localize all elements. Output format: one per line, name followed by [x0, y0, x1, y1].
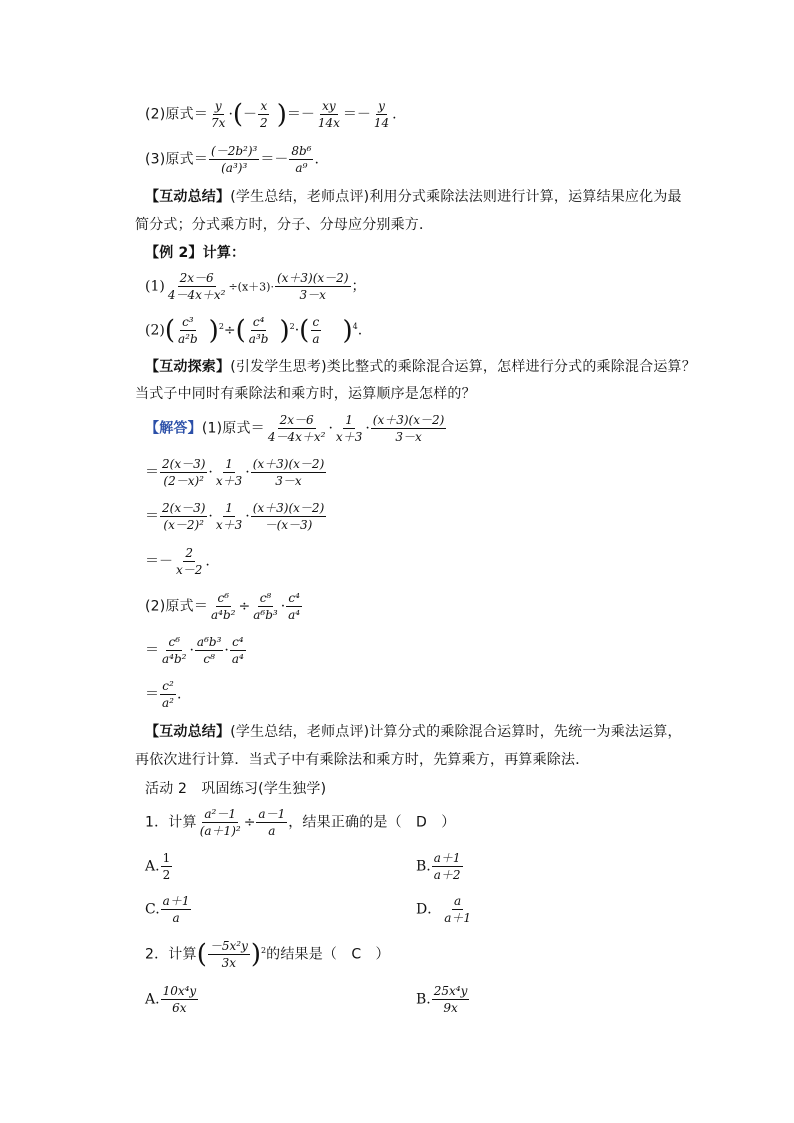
fraction: $\frac{\text{c⁴}}{\text{a⁴}}$ — [288, 591, 301, 622]
equals-minus: ＝－ — [260, 151, 289, 168]
text: (学生总结，老师点评)利用分式乘除法法则进行计算，运算结果应化为最 — [230, 189, 682, 205]
fraction: $\frac{(x+3)(x-2)}{3-x}$ — [276, 271, 349, 302]
fraction: $\frac{2}{x-2}$ — [176, 546, 203, 577]
fraction: $\frac{a}{a+1}$ — [444, 894, 472, 925]
fraction: $\frac{\text{c³}}{\text{a²b}}$ — [178, 315, 198, 346]
fraction: $\frac{\text{a²－1}}{\text{(a＋1)²}}$ — [199, 807, 241, 838]
example-2-part2: (2)( $\frac{\text{c³}}{\text{a²b}}$ )$^2$÷( $\frac{\text{c⁴}}{\text{a³b}}$ )$^2$·( $\frac{c}{a}$ )$^4$. — [145, 315, 363, 346]
explore-tag: 【互动探索】 — [145, 359, 231, 375]
fraction: $\frac{1}{x+3}$ — [215, 457, 243, 488]
fraction: $\frac{\text{－5x²y}}{3x}$ — [209, 939, 248, 970]
label: (2)原式＝ — [145, 598, 209, 615]
fraction: $\frac{\text{c⁴}}{\text{a⁴}}$ — [231, 635, 244, 666]
fraction: $\frac{2x-6}{\text{4－4x＋x²}}$ — [267, 413, 326, 444]
example-2-title — [145, 246, 245, 260]
question-1-option-b — [416, 852, 464, 881]
text: 【例 2】计算： — [145, 245, 246, 261]
fraction: $\frac{(x+3)(x-2)}{-(x-3)}$ — [252, 501, 325, 532]
fraction: $\frac{a-1}{a}$ — [258, 807, 286, 838]
equals-minus: ＝－ — [286, 106, 315, 123]
solution-part2-line: (2)原式＝ $\frac{y}{7x}$ ·(－ $\frac{x}{2}$ )＝－ $\frac{xy}{14x}$ ＝－ $\frac{y}{14}$ . — [145, 99, 397, 130]
fraction: $\frac{1}{x+3}$ — [215, 501, 243, 532]
question-1-option-a — [145, 852, 173, 881]
fraction: $\frac{(x+3)(x-2)}{3-x}$ — [252, 457, 325, 488]
equals: ＝ — [145, 642, 159, 659]
fraction: $\frac{\text{10x⁴y}}{6x}$ — [162, 984, 197, 1015]
option-label: A. — [145, 991, 160, 1008]
fraction: $\frac{2(x-3)}{\text{(2－x)²}}$ — [162, 457, 206, 488]
example-2-part1 — [145, 272, 366, 301]
option-label: D． — [416, 901, 442, 918]
question-2: 2．计算( $\frac{\text{－5x²y}}{3x}$ )$^2$的结果是（ C ） — [145, 939, 390, 970]
question-1: 1．计算 $\frac{\text{a²－1}}{\text{(a＋1)²}}$ ÷ $\frac{a-1}{a}$ ，结果正确的是（ D ） — [145, 807, 456, 838]
fraction: $\frac{\text{8b⁶}}{\text{a⁹}}$ — [291, 144, 312, 175]
explore-paragraph — [145, 360, 696, 374]
fraction: $\frac{a+1}{a}$ — [162, 894, 190, 925]
text: (引发学生思考)类比整式的乘除混合运算，怎样进行分式的乘除混合运算？ — [230, 359, 696, 375]
fraction: $\frac{\text{25x⁴y}}{9x}$ — [433, 984, 468, 1015]
fraction: $\frac{\text{(－2b²)³}}{\text{(a³)³}}$ — [211, 144, 258, 175]
label: (2) — [145, 322, 165, 339]
answer-line-4: ＝－ $\frac{2}{x-2}$ . — [145, 546, 210, 577]
fraction: $\frac{1}{2}$ — [162, 851, 171, 882]
option-label: A. — [145, 858, 160, 875]
question-2-option-b — [416, 985, 470, 1014]
label: (1) — [145, 278, 165, 295]
solution-part3-line: (3)原式＝ $\frac{\text{(－2b²)³}}{\text{(a³)³}}$ ＝－ $\frac{\text{8b⁶}}{\text{a⁹}}$ . — [145, 144, 319, 175]
answer-part2-line-2: ＝ $\frac{\text{c⁶}}{\text{a⁴b²}}$ · $\frac{\text{a⁶b³}}{\text{c⁸}}$ · $\frac{\text{c⁴}}{\text{a⁴}}$ — [145, 635, 244, 666]
question-suffix: 的结果是（ C ） — [266, 946, 390, 963]
fraction: $\frac{xy}{14x}$ — [317, 99, 340, 130]
summary-tag: 【互动总结】 — [145, 189, 231, 205]
option-label: B. — [416, 858, 431, 875]
text: 活动 2 巩固练习(学生独学) — [145, 781, 327, 797]
equals: ＝ — [145, 508, 159, 525]
question-2-option-a — [145, 985, 199, 1014]
fraction: $\frac{\text{c²}}{\text{a²}}$ — [162, 679, 174, 710]
text: (学生总结，老师点评)计算分式的乘除混合运算时，先统一为乘法运算， — [230, 724, 682, 740]
equals-minus: ＝－ — [342, 106, 371, 123]
explore-paragraph-cont — [135, 387, 476, 401]
text: 简分式；分式乘方时，分子、分母应分别乘方． — [135, 217, 434, 233]
fraction: $\frac{(x+3)(x-2)}{3-x}$ — [372, 413, 445, 444]
summary-paragraph-1-cont — [135, 218, 433, 232]
label: (1)原式＝ — [201, 420, 265, 437]
answer-line-2: ＝ $\frac{2(x-3)}{\text{(2－x)²}}$ · $\frac{1}{x+3}$ · $\frac{(x+3)(x-2)}{3-x}$ — [145, 457, 325, 488]
text: 当式子中同时有乘除法和乘方时，运算顺序是怎样的？ — [135, 386, 476, 402]
summary-paragraph-2-cont — [135, 753, 589, 767]
fraction: $\frac{\text{c⁸}}{\text{a⁶b³}}$ — [253, 591, 278, 622]
fraction: $\frac{\text{c⁴}}{\text{a³b}}$ — [248, 315, 269, 346]
fraction: $\frac{y}{7x}$ — [211, 99, 226, 130]
equals: ＝ — [145, 686, 159, 703]
fraction: $\frac{y}{14}$ — [373, 99, 390, 130]
label: (3)原式＝ — [145, 151, 209, 168]
fraction: $\frac{1}{x+3}$ — [335, 413, 363, 444]
answer-line-3: ＝ $\frac{2(x-3)}{\text{(x－2)²}}$ · $\frac{1}{x+3}$ · $\frac{(x+3)(x-2)}{-(x-3)}$ — [145, 501, 325, 532]
summary-paragraph-1 — [145, 190, 682, 204]
fraction: $\frac{\text{a⁶b³}}{\text{c⁸}}$ — [196, 635, 222, 666]
answer-line-1: 【解答】(1)原式＝ $\frac{2x-6}{\text{4－4x＋x²}}$ · $\frac{1}{x+3}$ · $\frac{(x+3)(x-2)}{3-x}$ — [145, 413, 445, 444]
question-prefix: 2．计算 — [145, 946, 197, 963]
question-suffix: ，结果正确的是（ D ） — [288, 814, 456, 831]
question-1-option-d — [416, 895, 474, 924]
fraction: $\frac{2x-6}{\text{4－4x＋x²}}$ — [167, 271, 226, 302]
summary-paragraph-2 — [145, 725, 682, 739]
punct: ； — [351, 278, 366, 295]
option-label: C. — [145, 901, 160, 918]
fraction: $\frac{c}{a}$ — [312, 315, 320, 346]
option-label: B. — [416, 991, 431, 1008]
summary-tag: 【互动总结】 — [145, 724, 231, 740]
equals: ＝ — [145, 464, 159, 481]
fraction: $\frac{x}{2}$ — [260, 99, 268, 130]
operator: ÷(x＋3)· — [228, 280, 274, 294]
question-1-option-c — [145, 895, 192, 924]
question-prefix: 1．计算 — [145, 814, 197, 831]
activity-2-heading — [145, 782, 326, 796]
fraction: $\frac{a+1}{a+2}$ — [433, 851, 461, 882]
fraction: $\frac{\text{c⁶}}{\text{a⁴b²}}$ — [162, 635, 187, 666]
fraction: $\frac{2(x-3)}{\text{(x－2)²}}$ — [162, 501, 206, 532]
answer-part2-line-1: (2)原式＝ $\frac{\text{c⁶}}{\text{a⁴b²}}$ ÷ $\frac{\text{c⁸}}{\text{a⁶b³}}$ · $\frac{\text{c⁴}}{\text{a⁴}}$ — [145, 591, 301, 622]
answer-tag: 【解答】 — [145, 420, 202, 437]
answer-part2-line-3: ＝ $\frac{\text{c²}}{\text{a²}}$ . — [145, 679, 182, 710]
equals-minus: ＝－ — [145, 553, 173, 570]
text: 再依次进行计算．当式子中有乘除法和乘方时，先算乘方，再算乘除法． — [135, 752, 590, 768]
label: (2)原式＝ — [145, 106, 209, 123]
fraction: $\frac{\text{c⁶}}{\text{a⁴b²}}$ — [211, 591, 236, 622]
